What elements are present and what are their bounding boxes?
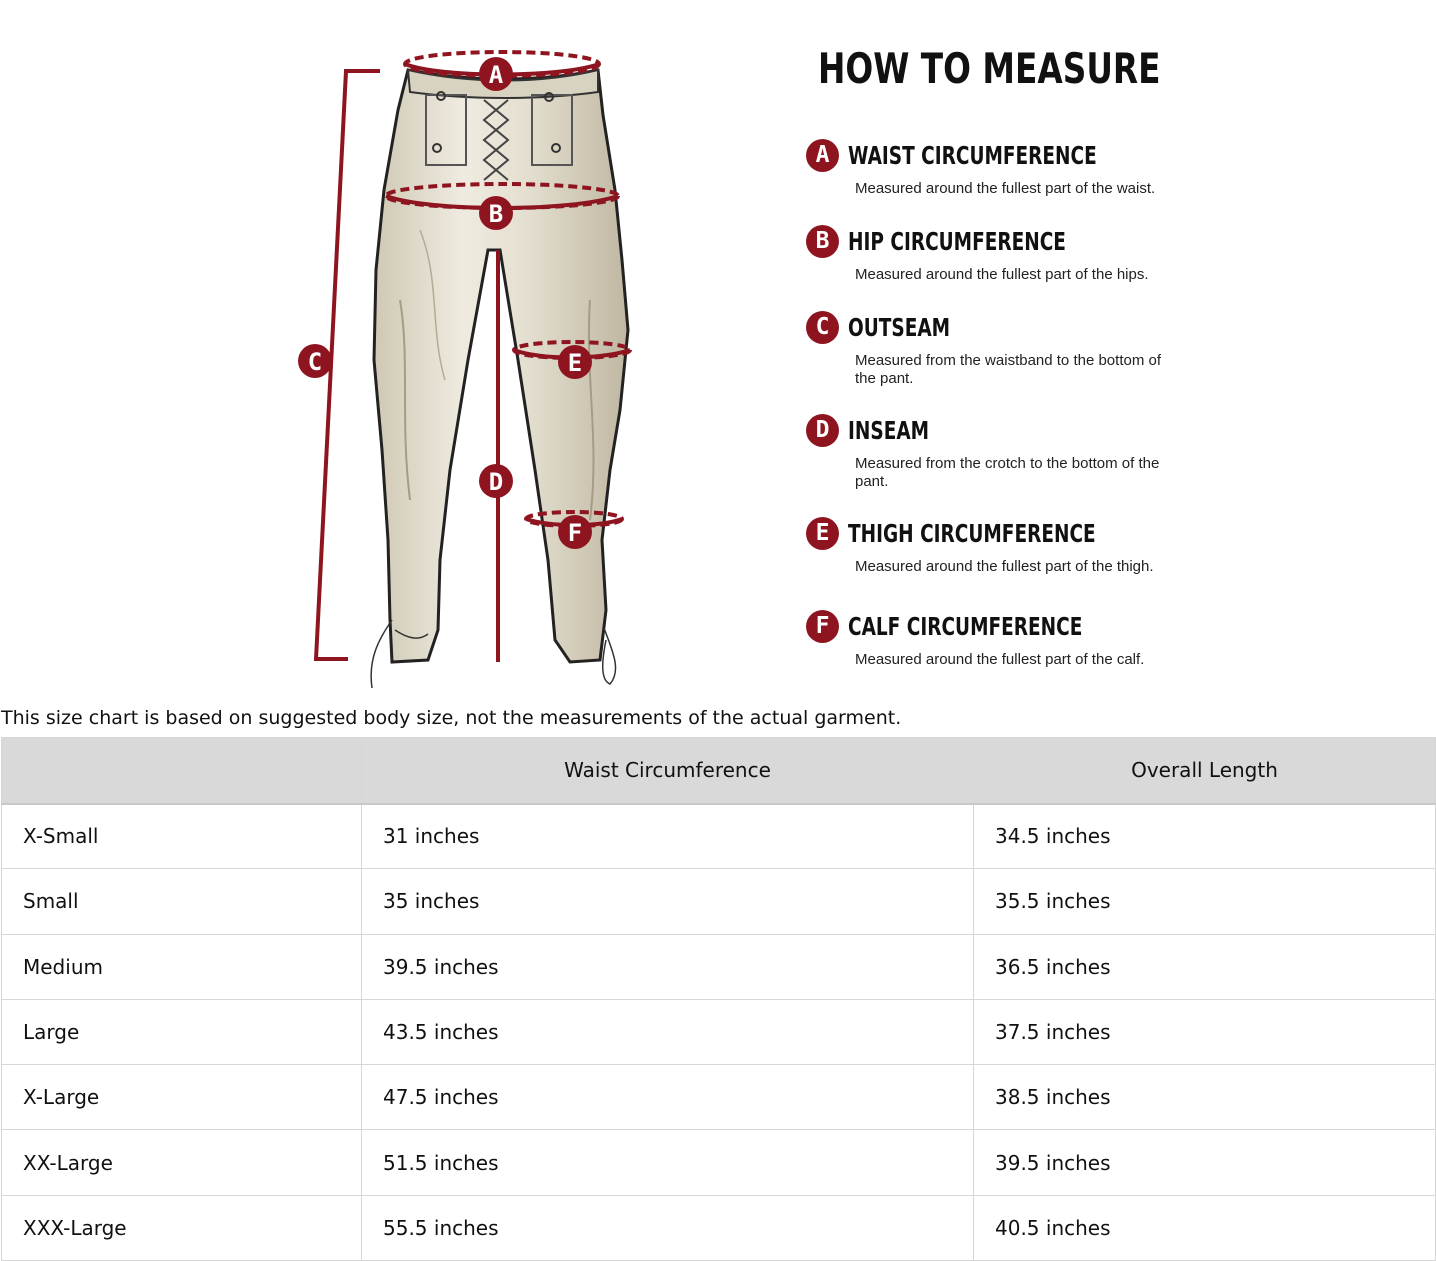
diagram-label-d: D bbox=[488, 468, 504, 496]
length-cell: 35.5 inches bbox=[974, 869, 1436, 934]
badge-c: C bbox=[806, 311, 839, 344]
length-cell: 40.5 inches bbox=[974, 1195, 1436, 1260]
trousers-illustration bbox=[290, 40, 650, 700]
length-cell: 39.5 inches bbox=[974, 1130, 1436, 1195]
badge-e: E bbox=[806, 517, 839, 550]
size-chart-note: This size chart is based on suggested body size, not the measurements of the actual garment. bbox=[1, 707, 902, 729]
header-length: Overall Length bbox=[974, 738, 1436, 804]
size-cell: X-Small bbox=[2, 804, 362, 869]
diagram-label-a: A bbox=[488, 61, 504, 89]
measure-name: OUTSEAM bbox=[848, 312, 951, 342]
diagram-label-c: C bbox=[307, 348, 323, 376]
waist-cell: 35 inches bbox=[362, 869, 974, 934]
size-chart-table bbox=[1, 737, 1436, 1261]
measure-name: THIGH CIRCUMFERENCE bbox=[848, 518, 1096, 548]
measure-thigh bbox=[806, 516, 1226, 576]
measure-desc: Measured around the fullest part of the thigh. bbox=[855, 558, 1154, 575]
measure-calf bbox=[806, 609, 1226, 669]
measure-hip bbox=[806, 224, 1226, 284]
table-row bbox=[2, 1065, 1436, 1130]
table-row bbox=[2, 999, 1436, 1064]
measure-desc: Measured around the fullest part of the waist. bbox=[855, 180, 1156, 197]
badge-d: D bbox=[806, 414, 839, 447]
header-waist: Waist Circumference bbox=[362, 738, 974, 804]
measure-desc: Measured around the fullest part of the hips. bbox=[855, 266, 1149, 283]
measure-name: CALF CIRCUMFERENCE bbox=[848, 611, 1083, 641]
diagram-label-e: E bbox=[567, 349, 583, 377]
how-to-measure-title: HOW TO MEASURE bbox=[818, 44, 1161, 93]
size-cell: XXX-Large bbox=[2, 1195, 362, 1260]
size-cell: Medium bbox=[2, 934, 362, 999]
waist-cell: 43.5 inches bbox=[362, 999, 974, 1064]
header-size bbox=[2, 738, 362, 804]
table-row bbox=[2, 869, 1436, 934]
diagram-label-b: B bbox=[488, 200, 504, 228]
badge-f: F bbox=[806, 610, 839, 643]
measure-name: INSEAM bbox=[848, 415, 930, 445]
length-cell: 34.5 inches bbox=[974, 804, 1436, 869]
length-cell: 38.5 inches bbox=[974, 1065, 1436, 1130]
measure-name: WAIST CIRCUMFERENCE bbox=[848, 140, 1097, 170]
waist-cell: 47.5 inches bbox=[362, 1065, 974, 1130]
waist-cell: 39.5 inches bbox=[362, 934, 974, 999]
waist-cell: 55.5 inches bbox=[362, 1195, 974, 1260]
waist-cell: 31 inches bbox=[362, 804, 974, 869]
measure-outseam bbox=[806, 310, 1226, 388]
diagram-label-f: F bbox=[567, 519, 583, 547]
table-row bbox=[2, 934, 1436, 999]
measure-desc: Measured from the crotch to the bottom of the pant. bbox=[855, 455, 1160, 490]
length-cell: 37.5 inches bbox=[974, 999, 1436, 1064]
measure-name: HIP CIRCUMFERENCE bbox=[848, 226, 1066, 256]
size-cell: Small bbox=[2, 869, 362, 934]
size-cell: Large bbox=[2, 999, 362, 1064]
badge-b: B bbox=[806, 225, 839, 258]
table-header-row bbox=[2, 738, 1436, 804]
measure-inseam bbox=[806, 413, 1226, 491]
waist-cell: 51.5 inches bbox=[362, 1130, 974, 1195]
measure-desc: Measured from the waistband to the bottom of the pant. bbox=[855, 352, 1161, 387]
measure-waist bbox=[806, 138, 1226, 198]
length-cell: 36.5 inches bbox=[974, 934, 1436, 999]
badge-a: A bbox=[806, 139, 839, 172]
measure-desc: Measured around the fullest part of the calf. bbox=[855, 651, 1145, 668]
table-row bbox=[2, 804, 1436, 869]
table-row bbox=[2, 1130, 1436, 1195]
size-cell: X-Large bbox=[2, 1065, 362, 1130]
table-row bbox=[2, 1195, 1436, 1260]
size-cell: XX-Large bbox=[2, 1130, 362, 1195]
